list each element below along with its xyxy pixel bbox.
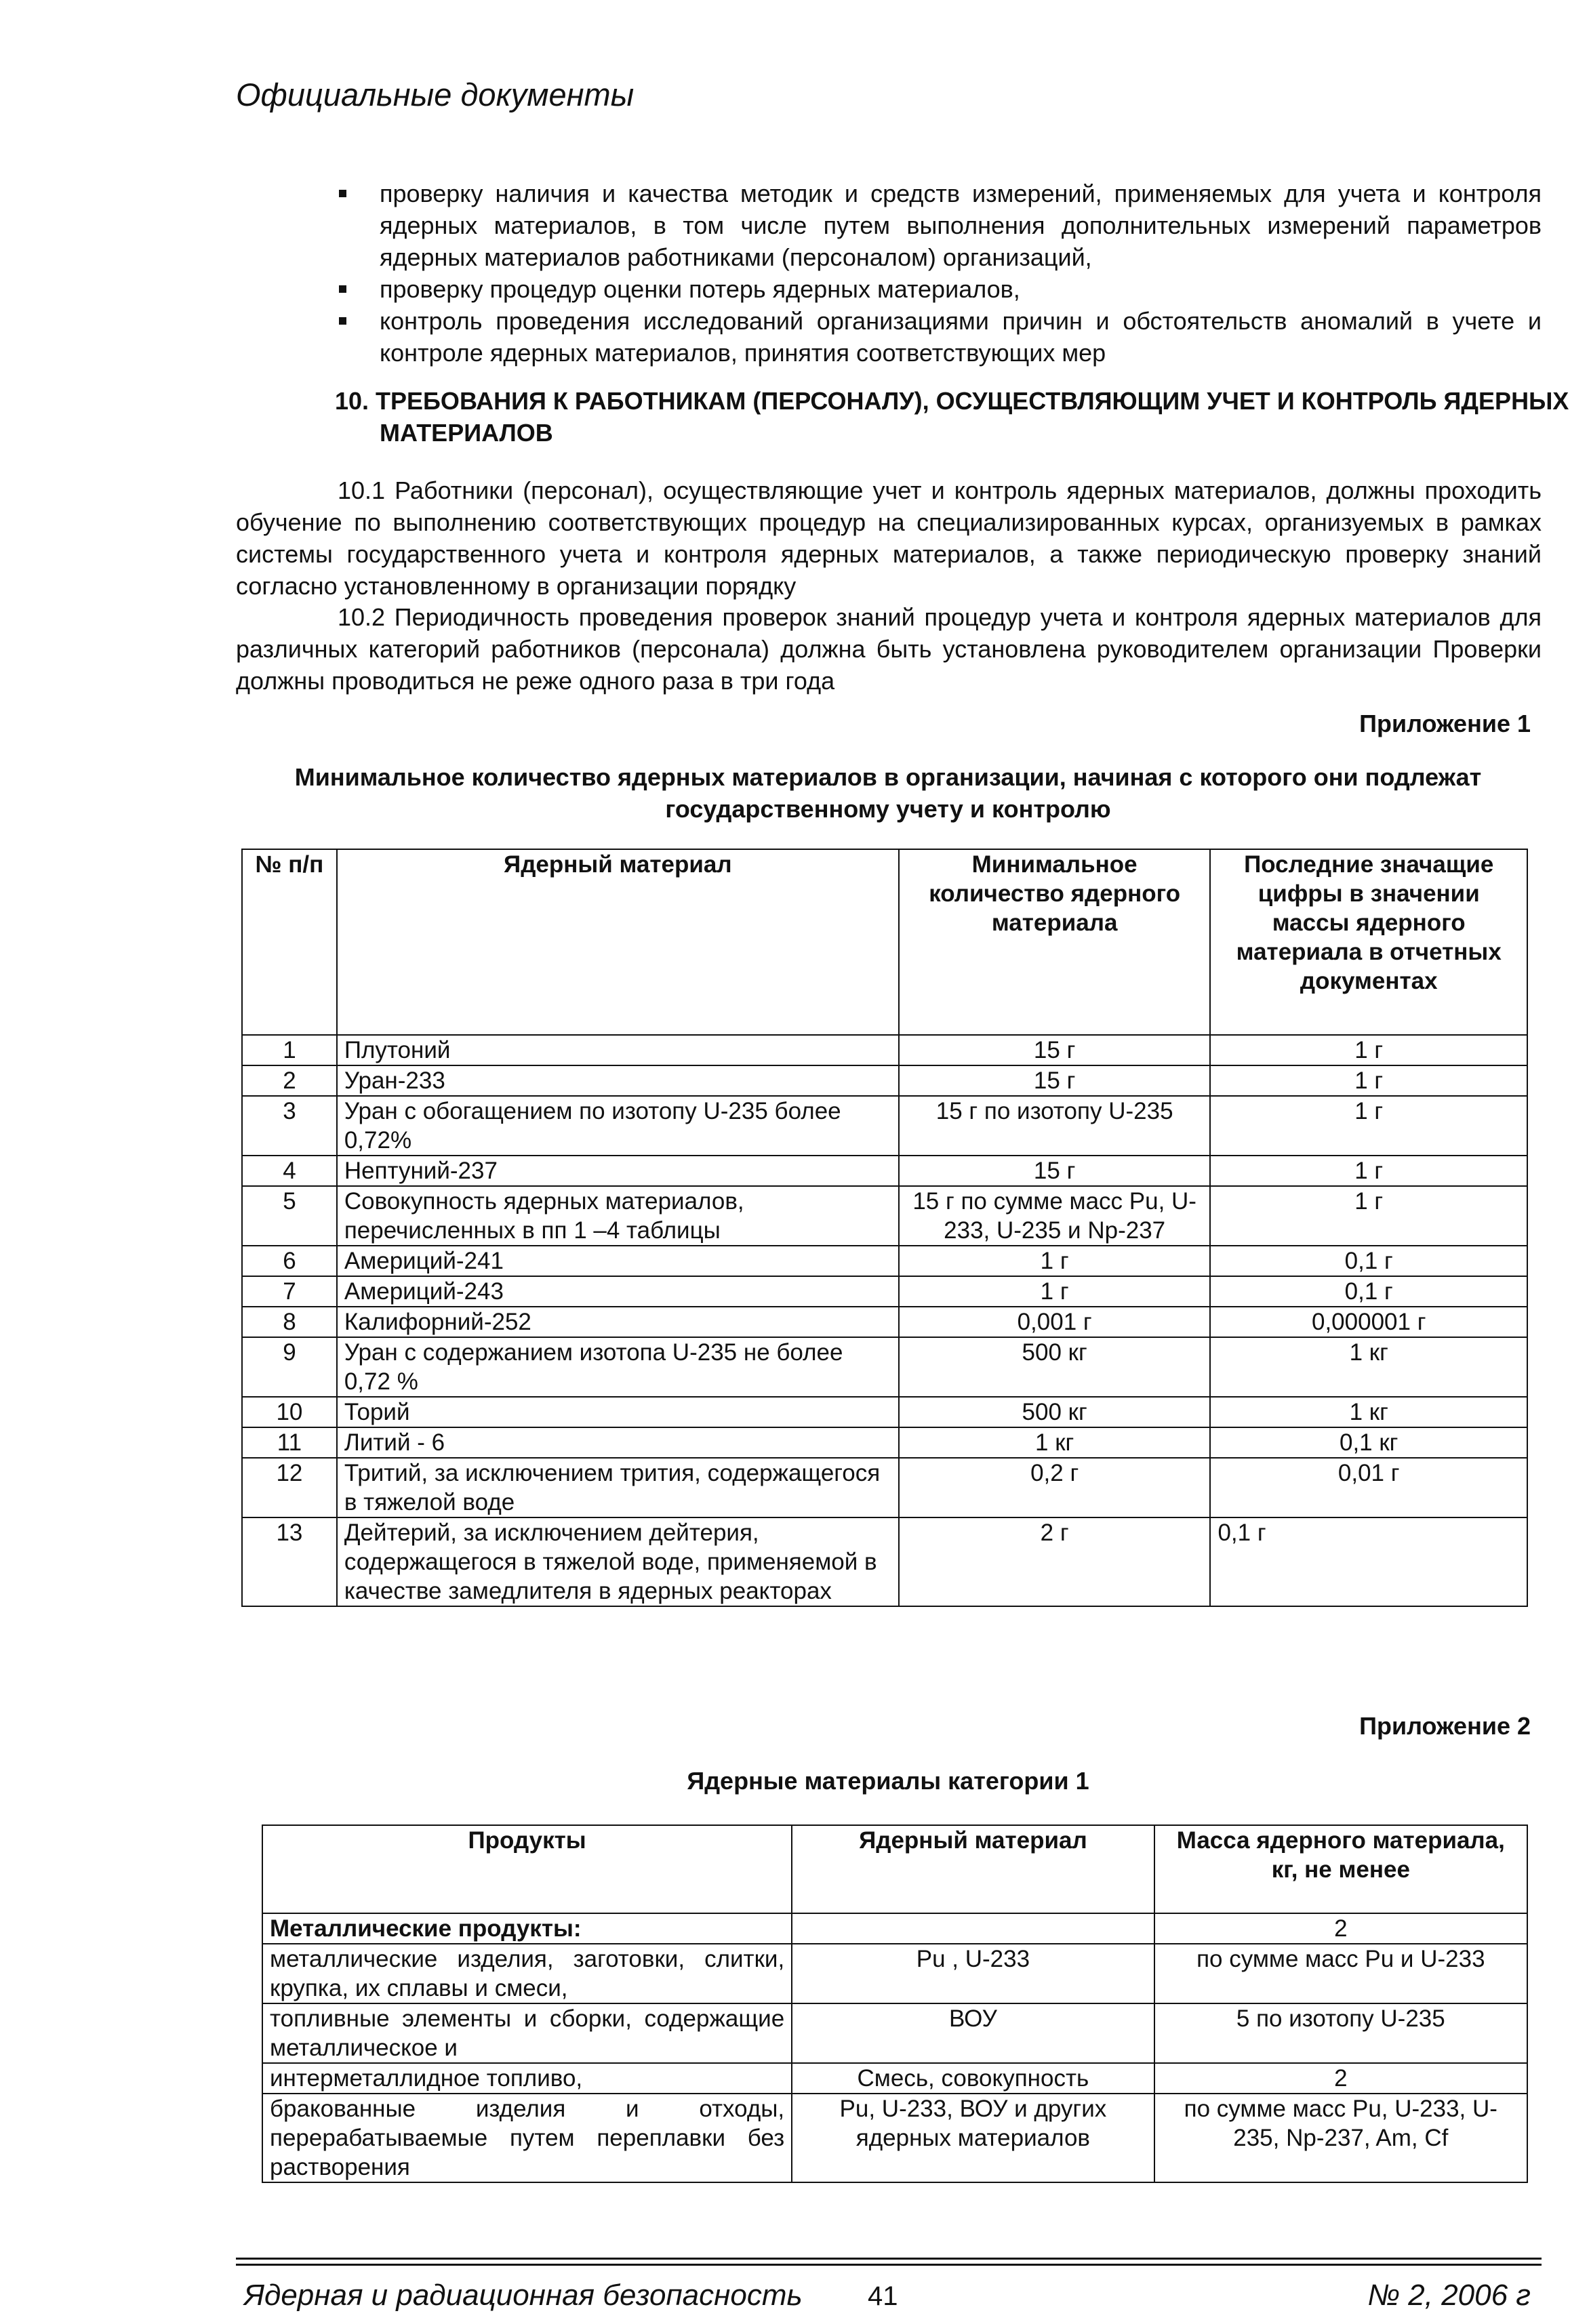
table-cell: бракованные изделия и отходы, перерабатываемые путем переплавки без растворения	[262, 2094, 792, 2182]
table-row	[242, 1156, 1527, 1186]
table-row	[262, 2003, 1527, 2063]
table-cell: 0,1 г	[1210, 1517, 1527, 1606]
table-cell: интерметаллидное топливо,	[262, 2063, 792, 2094]
table-cell: Торий	[337, 1397, 899, 1427]
table-header-row	[242, 849, 1527, 1035]
table-cell: 1 г	[1210, 1065, 1527, 1096]
table-cell: Нептуний-237	[337, 1156, 899, 1186]
table-row	[242, 1397, 1527, 1427]
category-1-table	[262, 1824, 1528, 2183]
column-header: Продукты	[262, 1825, 792, 1913]
table-cell: Плутоний	[337, 1035, 899, 1065]
table-cell: 500 кг	[899, 1337, 1211, 1397]
table-cell: 0,000001 г	[1210, 1307, 1527, 1337]
table-cell: 5	[242, 1186, 337, 1246]
table-cell: 0,1 г	[1210, 1246, 1527, 1276]
table-cell: Смесь, совокупность	[792, 2063, 1154, 2094]
table-cell: 0,1 кг	[1210, 1427, 1527, 1458]
table-cell: Pu, U-233, ВОУ и других ядерных материалов	[792, 2094, 1154, 2182]
journal-name: Ядерная и радиационная безопасность	[244, 2279, 803, 2312]
running-title: Официальные документы	[236, 77, 635, 113]
table-header-row	[262, 1825, 1527, 1913]
table-cell: 3	[242, 1096, 337, 1156]
table-row	[262, 2094, 1527, 2182]
table-cell: 1 г	[899, 1276, 1211, 1307]
table-row	[262, 2063, 1527, 2094]
appendix-1-caption: Минимальное количество ядерных материалов в организации, начиная с которого они подлежат государственному учету и контролю	[294, 763, 1482, 823]
table-row	[242, 1096, 1527, 1156]
table-cell: 8	[242, 1307, 337, 1337]
table-cell: по сумме масс Pu, U-233, U-235, Np-237, Am, Cf	[1154, 2094, 1527, 2182]
table-cell: 0,1 г	[1210, 1276, 1527, 1307]
table-cell: 1 кг	[899, 1427, 1211, 1458]
table-row	[262, 1913, 1527, 1944]
table-cell: 15 г	[899, 1156, 1211, 1186]
table-cell: Америций-241	[337, 1246, 899, 1276]
table-cell: 6	[242, 1246, 337, 1276]
column-header: Последние значащие цифры в значении массы ядерного материала в отчетных документах	[1210, 849, 1527, 1035]
table-row	[242, 1307, 1527, 1337]
table-cell	[792, 1913, 1154, 1944]
column-header: № п/п	[242, 849, 337, 1035]
table-cell: 4	[242, 1156, 337, 1186]
column-header: Ядерный материал	[337, 849, 899, 1035]
table-cell: 2 г	[899, 1517, 1211, 1606]
table-cell: 0,01 г	[1210, 1458, 1527, 1517]
bullet-item: контроль проведения исследований организациями причин и обстоятельств аномалий в учете и контроле ядерных материалов, принятия соответствующих мер	[335, 305, 1542, 369]
table-cell: 1 г	[1210, 1035, 1527, 1065]
table-cell: металлические изделия, заготовки, слитки, крупка, их сплавы и смеси,	[262, 1944, 792, 2003]
table-row	[242, 1065, 1527, 1096]
table-cell: 15 г по изотопу U-235	[899, 1096, 1211, 1156]
table-cell: 11	[242, 1427, 337, 1458]
appendix-2-caption: Ядерные материалы категории 1	[687, 1767, 1089, 1795]
table-cell: Уран с обогащением по изотопу U-235 более 0,72%	[337, 1096, 899, 1156]
bullet-item: проверку наличия и качества методик и средств измерений, применяемых для учета и контроля ядерных материалов, в том числе путем выполнения дополнительных измерений параметров ядерных материалов работниками (персоналом) организаций,	[335, 178, 1542, 273]
table-cell: 2	[242, 1065, 337, 1096]
table-cell: 0,2 г	[899, 1458, 1211, 1517]
table-cell: 15 г по сумме масс Pu, U-233, U-235 и Np-237	[899, 1186, 1211, 1246]
table-cell: Pu , U-233	[792, 1944, 1154, 2003]
table-cell: 500 кг	[899, 1397, 1211, 1427]
table-cell: 10	[242, 1397, 337, 1427]
table-cell: 2	[1154, 1913, 1527, 1944]
table-row	[262, 1944, 1527, 2003]
minimum-quantity-table	[241, 849, 1528, 1607]
table-cell: ВОУ	[792, 2003, 1154, 2063]
table-cell: Тритий, за исключением трития, содержащегося в тяжелой воде	[337, 1458, 899, 1517]
bullet-item: проверку процедур оценки потерь ядерных материалов,	[335, 273, 1542, 305]
table-cell: Калифорний-252	[337, 1307, 899, 1337]
issue-number: № 2, 2006 г	[1367, 2279, 1531, 2312]
table-cell: 9	[242, 1337, 337, 1397]
table-cell: 1 кг	[1210, 1337, 1527, 1397]
table-cell: 15 г	[899, 1035, 1211, 1065]
appendix-2-label: Приложение 2	[1359, 1712, 1531, 1740]
column-header: Минимальное количество ядерного материала	[899, 849, 1211, 1035]
table-cell: 13	[242, 1517, 337, 1606]
table-row	[242, 1276, 1527, 1307]
table-cell: 7	[242, 1276, 337, 1307]
table-row	[242, 1517, 1527, 1606]
table-cell: Дейтерий, за исключением дейтерия, содержащегося в тяжелой воде, применяемой в качестве замедлителя в ядерных реакторах	[337, 1517, 899, 1606]
column-header: Ядерный материал	[792, 1825, 1154, 1913]
paragraph-10-1: 10.1 Работники (персонал), осуществляющие учет и контроль ядерных материалов, должны проходить обучение по выполнению соответствующих процедур на специализированных курсах, организуемых в рамках системы государственного учета и контроля ядерных материалов, а также периодическую проверку знаний согласно установленному в организации порядку	[236, 476, 1542, 600]
table-cell: 5 по изотопу U-235	[1154, 2003, 1527, 2063]
table-cell: Литий - 6	[337, 1427, 899, 1458]
table-cell: 12	[242, 1458, 337, 1517]
column-header: Масса ядерного материала, кг, не менее	[1154, 1825, 1527, 1913]
table-row	[242, 1337, 1527, 1397]
table-cell: 1 кг	[1210, 1397, 1527, 1427]
table-cell: 2	[1154, 2063, 1527, 2094]
section-heading: 10. ТРЕБОВАНИЯ К РАБОТНИКАМ (ПЕРСОНАЛУ), ОСУЩЕСТВЛЯЮЩИМ УЧЕТ И КОНТРОЛЬ ЯДЕРНЫХ МАТЕРИАЛОВ	[335, 387, 1569, 447]
table-cell: топливные элементы и сборки, содержащие металлическое и	[262, 2003, 792, 2063]
table-cell: Уран с содержанием изотопа U-235 не более 0,72 %	[337, 1337, 899, 1397]
table-cell: 1	[242, 1035, 337, 1065]
table-row	[242, 1035, 1527, 1065]
table-body	[262, 1913, 1527, 2182]
table-row	[242, 1246, 1527, 1276]
table-cell: по сумме масс Pu и U-233	[1154, 1944, 1527, 2003]
table-row	[242, 1186, 1527, 1246]
footer-rule	[236, 2258, 1542, 2260]
table-cell: Совокупность ядерных материалов, перечисленных в пп 1 –4 таблицы	[337, 1186, 899, 1246]
footer-rule	[236, 2264, 1542, 2266]
table-row	[242, 1427, 1527, 1458]
table-row	[242, 1458, 1527, 1517]
page-number: 41	[868, 2281, 898, 2311]
table-cell: 1 г	[1210, 1156, 1527, 1186]
table-cell: Америций-243	[337, 1276, 899, 1307]
table-cell: 1 г	[1210, 1186, 1527, 1246]
appendix-1-label: Приложение 1	[1359, 710, 1531, 737]
table-cell: Уран-233	[337, 1065, 899, 1096]
bullet-list	[335, 178, 1542, 369]
table-body	[242, 1035, 1527, 1606]
table-cell: 15 г	[899, 1065, 1211, 1096]
group-title: Металлические продукты:	[262, 1913, 792, 1944]
table-cell: 1 г	[1210, 1096, 1527, 1156]
paragraph-10-2: 10.2 Периодичность проведения проверок знаний процедур учета и контроля ядерных материалов для различных категорий работников (персонала) должна быть установлена руководителем организации Проверки должны проводиться не реже одного раза в три года	[236, 603, 1542, 695]
table-cell: 1 г	[899, 1246, 1211, 1276]
table-cell: 0,001 г	[899, 1307, 1211, 1337]
